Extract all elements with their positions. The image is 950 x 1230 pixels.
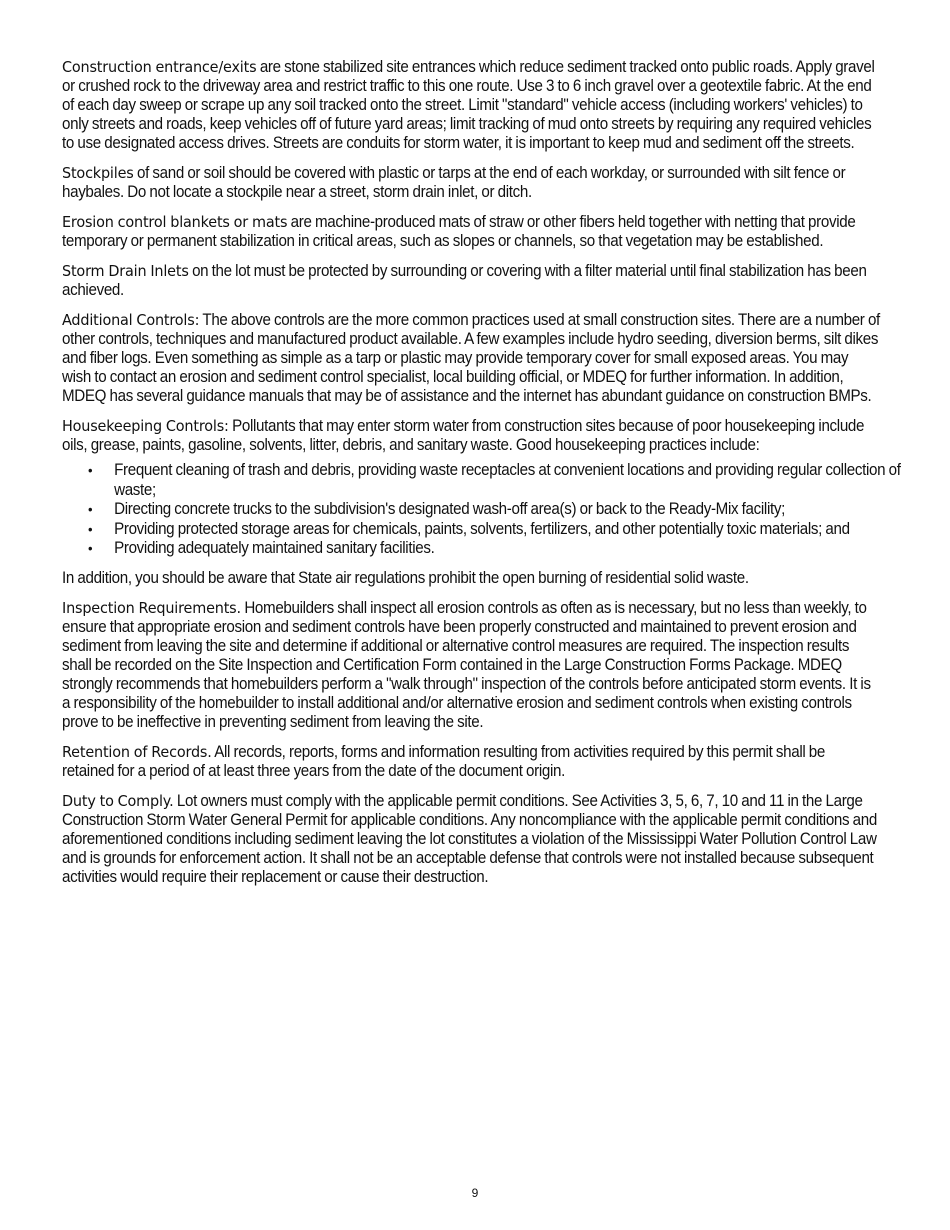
paragraph-stockpiles: [62, 164, 880, 202]
bullet-icon: •: [88, 501, 93, 517]
term-retention: Retention of Records.: [62, 742, 212, 761]
page-number: 9: [471, 1186, 479, 1200]
body-inspection: Homebuilders shall inspect all erosion controls as often as is necessary, but no less than weekly, to ensure that appropriate erosion and sediment controls have been properly constructed and maintained to prevent erosion and sediment from leaving the site and determine if additional or alternative control measures are required. The inspection results shall be recorded on the Site Inspection and Certification Form contained in the Large Construction Forms Package. MDEQ strongly recommends that homebuilders perform a "walk through" inspection of the controls before anticipated storm events. It is a responsibility of the homebuilder to install additional and/or alternative erosion and sediment controls when existing controls prove to be ineffective in preventing sediment from leaving the site.: [62, 598, 871, 731]
paragraph-inspection: [62, 599, 880, 732]
housekeeping-list: [62, 461, 901, 559]
term-additional-controls: Additional Controls:: [62, 311, 200, 329]
list-item: [62, 520, 932, 540]
paragraph-additional-controls: [62, 311, 880, 406]
bullet-icon: •: [88, 540, 93, 556]
term-inspection: Inspection Requirements.: [62, 598, 241, 617]
paragraph-retention: [62, 743, 880, 781]
list-item-text: Providing adequately maintained sanitary facilities.: [114, 539, 435, 557]
list-item-text: Frequent cleaning of trash and debris, providing waste receptacles at convenient locations and providing regular collection of waste;: [114, 461, 901, 499]
body-air-regulations: In addition, you should be aware that State air regulations prohibit the open burning of residential solid waste.: [62, 568, 749, 587]
term-construction-entrance: Construction entrance/exits: [62, 58, 257, 76]
paragraph-air-regulations: [62, 569, 880, 588]
list-item-text: Directing concrete trucks to the subdivision's designated wash-off area(s) or back to the Ready-Mix facility;: [114, 500, 786, 518]
term-storm-drain: Storm Drain Inlets: [62, 262, 189, 280]
paragraph-erosion-blankets: [62, 213, 880, 251]
term-housekeeping: Housekeeping Controls:: [62, 417, 229, 435]
term-stockpiles: Stockpiles: [62, 164, 134, 182]
paragraph-storm-drain: [62, 262, 880, 300]
term-erosion-blankets: Erosion control blankets or mats: [62, 213, 288, 231]
body-housekeeping: Pollutants that may enter storm water from construction sites because of poor housekeeping include oils, grease, paints, gasoline, solvents, litter, debris, and sanitary waste. Good housekeeping practices include:: [62, 417, 865, 454]
paragraph-housekeeping: [62, 417, 880, 455]
body-construction-entrance: are stone stabilized site entrances which reduce sediment tracked onto public roads. Apply gravel or crushed rock to the driveway area and restrict traffic to this one route. Use 3 to 6 inch gravel over a geotextile fabric. At the end of each day sweep or scrape up any soil tracked onto the street. Limit "standard" vehicle access (including workers' vehicles) to only streets and roads, keep vehicles off of future yard areas; limit tracking of mud onto streets by requiring any required vehicles to use designated access drives. Streets are conduits for storm water, it is important to keep mud and sediment off the streets.: [62, 58, 875, 152]
list-item-text: Providing protected storage areas for chemicals, paints, solvents, fertilizers, and other potentially toxic materials; and: [114, 519, 850, 538]
body-stockpiles: of sand or soil should be covered with plastic or tarps at the end of each workday, or surrounded with silt fence or haybales. Do not locate a stockpile near a street, storm drain inlet, or ditch.: [62, 164, 846, 201]
list-item: [62, 500, 932, 520]
body-retention: All records, reports, forms and information resulting from activities required by this permit shall be retained for a period of at least three years from the date of the document origin.: [62, 742, 826, 780]
bullet-icon: •: [88, 520, 93, 537]
list-item: [62, 539, 932, 559]
paragraph-duty: [62, 792, 880, 887]
list-item: [62, 461, 932, 500]
body-additional-controls: The above controls are the more common practices used at small construction sites. There are a number of other controls, techniques and manufactured product available. A few examples include hydro seeding, diversion berms, silt dikes and fiber logs. Even something as simple as a tarp or plastic may provide temporary cover for small exposed areas. You may wish to contact an erosion and sediment control specialist, local building official, or MDEQ for further information. In addition, MDEQ has several guidance manuals that may be of assistance and the internet has abundant guidance on construction BMPs.: [62, 311, 880, 405]
body-storm-drain: on the lot must be protected by surrounding or covering with a filter material until final stabilization has been achieved.: [62, 262, 867, 299]
term-duty: Duty to Comply.: [62, 791, 174, 810]
paragraph-construction-entrance: [62, 58, 880, 153]
bullet-icon: •: [88, 462, 93, 478]
body-duty: Lot owners must comply with the applicable permit conditions. See Activities 3, 5, 6, 7, 10 and 11 in the Large Construction Storm Water General Permit for applicable conditions. Any noncompliance with the applicable permit conditions and aforementioned conditions including sediment leaving the lot constitutes a violation of the Mississippi Water Pollution Control Law and is grounds for enforcement action. It shall not be an acceptable defense that controls were not installed because subsequent activities would require their replacement or cause their destruction.: [62, 791, 877, 886]
body-erosion-blankets: are machine-produced mats of straw or other fibers held together with netting that provide temporary or permanent stabilization in critical areas, such as slopes or channels, so that vegetation may be established.: [62, 213, 856, 250]
